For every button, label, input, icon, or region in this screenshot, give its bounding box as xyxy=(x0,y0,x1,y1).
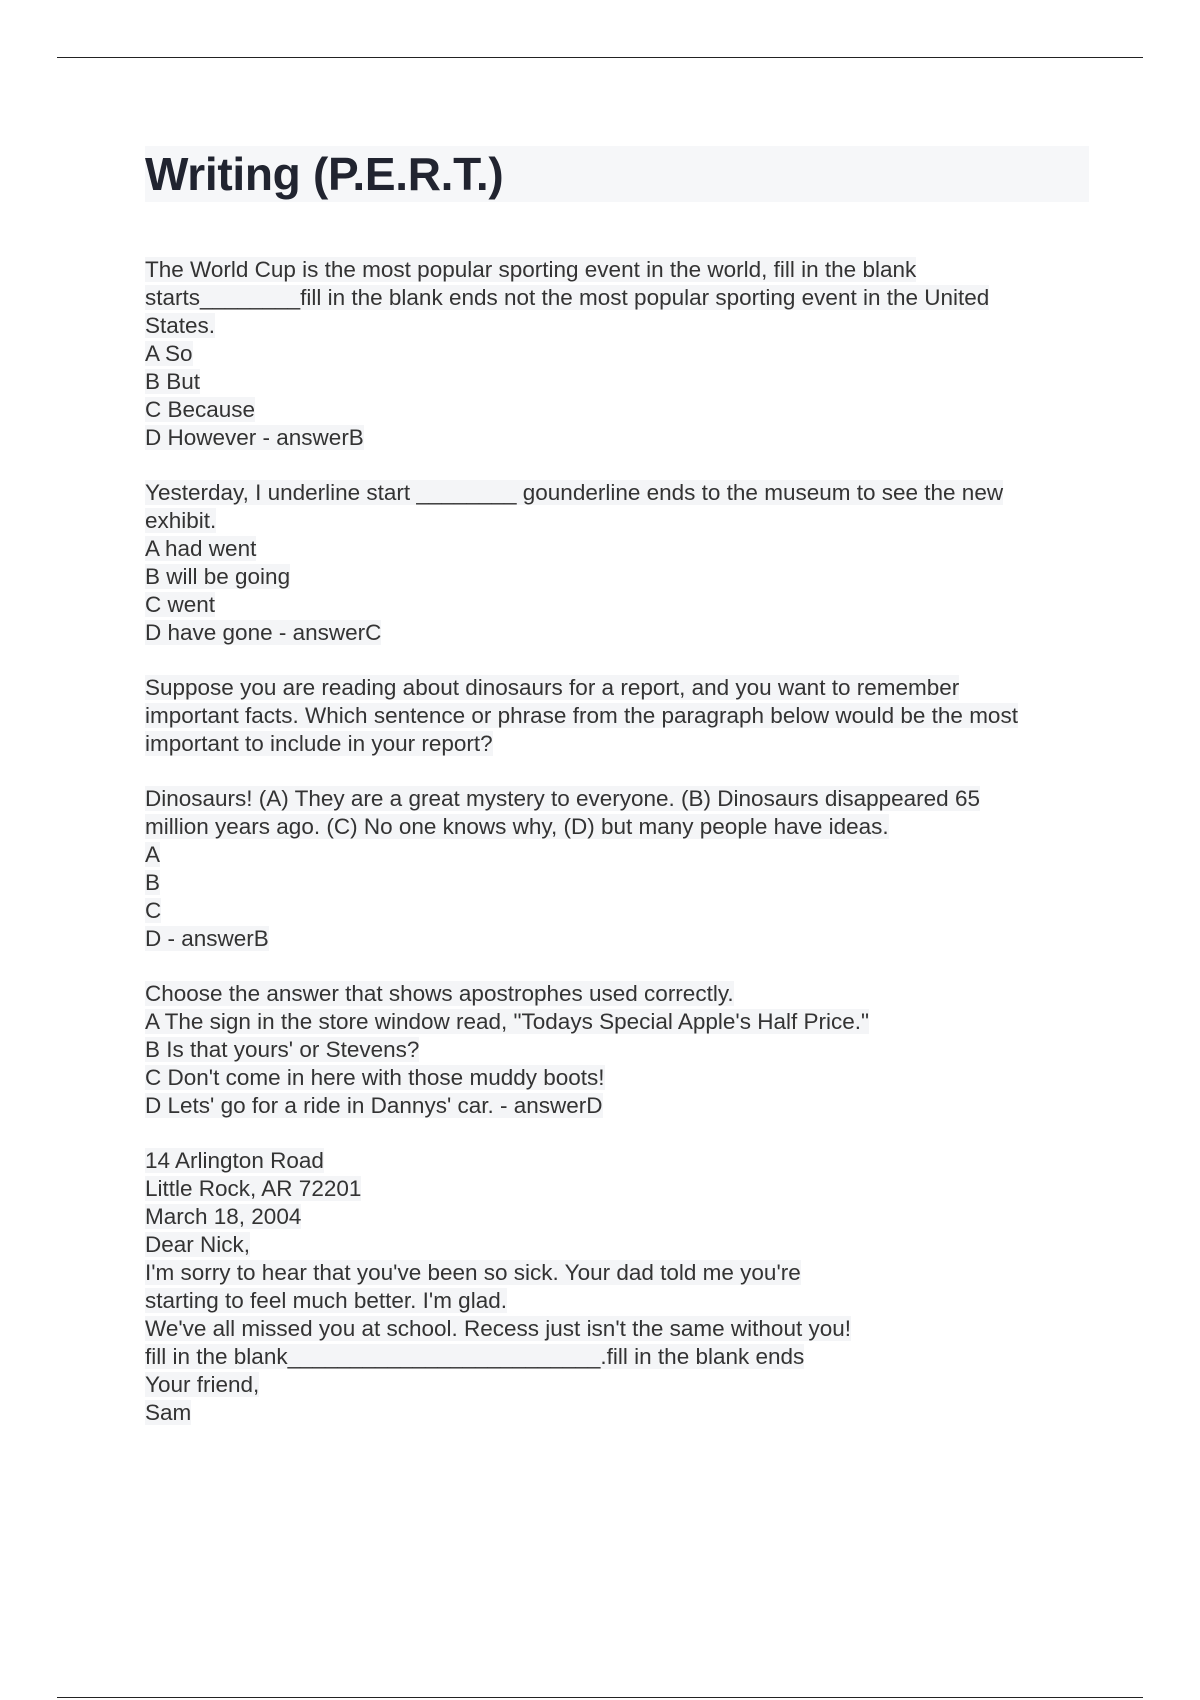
answer-option: B will be going xyxy=(145,564,291,589)
top-divider xyxy=(57,57,1143,58)
text-line: important to include in your report? xyxy=(145,731,493,756)
text-line: States. xyxy=(145,313,216,338)
text-line: starts________fill in the blank ends not the most popular sporting event in the United xyxy=(145,285,990,310)
answer-option: A xyxy=(145,842,161,867)
text-line: Yesterday, I underline start ________ gounderline ends to the museum to see the new xyxy=(145,480,1004,505)
answer-option: D - answerB xyxy=(145,926,269,951)
answer-option: C xyxy=(145,898,162,923)
question-apostrophes xyxy=(145,980,1095,1120)
letter-line: starting to feel much better. I'm glad. xyxy=(145,1288,507,1313)
answer-option: A The sign in the store window read, "Todays Special Apple's Half Price." xyxy=(145,1009,869,1034)
document-body xyxy=(145,256,1095,1454)
text-line: million years ago. (C) No one knows why, (D) but many people have ideas. xyxy=(145,814,889,839)
answer-option: B xyxy=(145,870,161,895)
answer-option: C Don't come in here with those muddy boots! xyxy=(145,1065,605,1090)
letter-line: Dear Nick, xyxy=(145,1232,251,1257)
question-world-cup xyxy=(145,256,1095,452)
question-museum xyxy=(145,479,1095,647)
answer-option: A So xyxy=(145,341,193,366)
question-dinosaurs-paragraph xyxy=(145,785,1095,953)
letter-line: I'm sorry to hear that you've been so sick. Your dad told me you're xyxy=(145,1260,801,1285)
answer-option: D have gone - answerC xyxy=(145,620,382,645)
letter-line: Sam xyxy=(145,1400,192,1425)
answer-option: B Is that yours' or Stevens? xyxy=(145,1037,420,1062)
text-line: Suppose you are reading about dinosaurs for a report, and you want to remember xyxy=(145,675,960,700)
letter-line: Little Rock, AR 72201 xyxy=(145,1176,362,1201)
letter-line: 14 Arlington Road xyxy=(145,1148,324,1173)
answer-option: D However - answerB xyxy=(145,425,364,450)
bottom-divider xyxy=(57,1697,1143,1698)
text-line: exhibit. xyxy=(145,508,217,533)
question-dinosaurs-prompt xyxy=(145,674,1095,758)
text-line: Choose the answer that shows apostrophes used correctly. xyxy=(145,981,734,1006)
answer-option: C went xyxy=(145,592,216,617)
answer-option: C Because xyxy=(145,397,256,422)
question-letter xyxy=(145,1147,1095,1427)
text-line: Dinosaurs! (A) They are a great mystery to everyone. (B) Dinosaurs disappeared 65 xyxy=(145,786,980,811)
text-line: important facts. Which sentence or phrase from the paragraph below would be the most xyxy=(145,703,1018,728)
text-line: The World Cup is the most popular sporting event in the world, fill in the blank xyxy=(145,257,917,282)
answer-option: B But xyxy=(145,369,201,394)
letter-line: Your friend, xyxy=(145,1372,260,1397)
letter-line: fill in the blank_________________________.fill in the blank ends xyxy=(145,1344,805,1369)
answer-option: A had went xyxy=(145,536,257,561)
letter-line: March 18, 2004 xyxy=(145,1204,302,1229)
answer-option: D Lets' go for a ride in Dannys' car. - answerD xyxy=(145,1093,603,1118)
page-title: Writing (P.E.R.T.) xyxy=(145,148,504,200)
letter-line: We've all missed you at school. Recess just isn't the same without you! xyxy=(145,1316,851,1341)
